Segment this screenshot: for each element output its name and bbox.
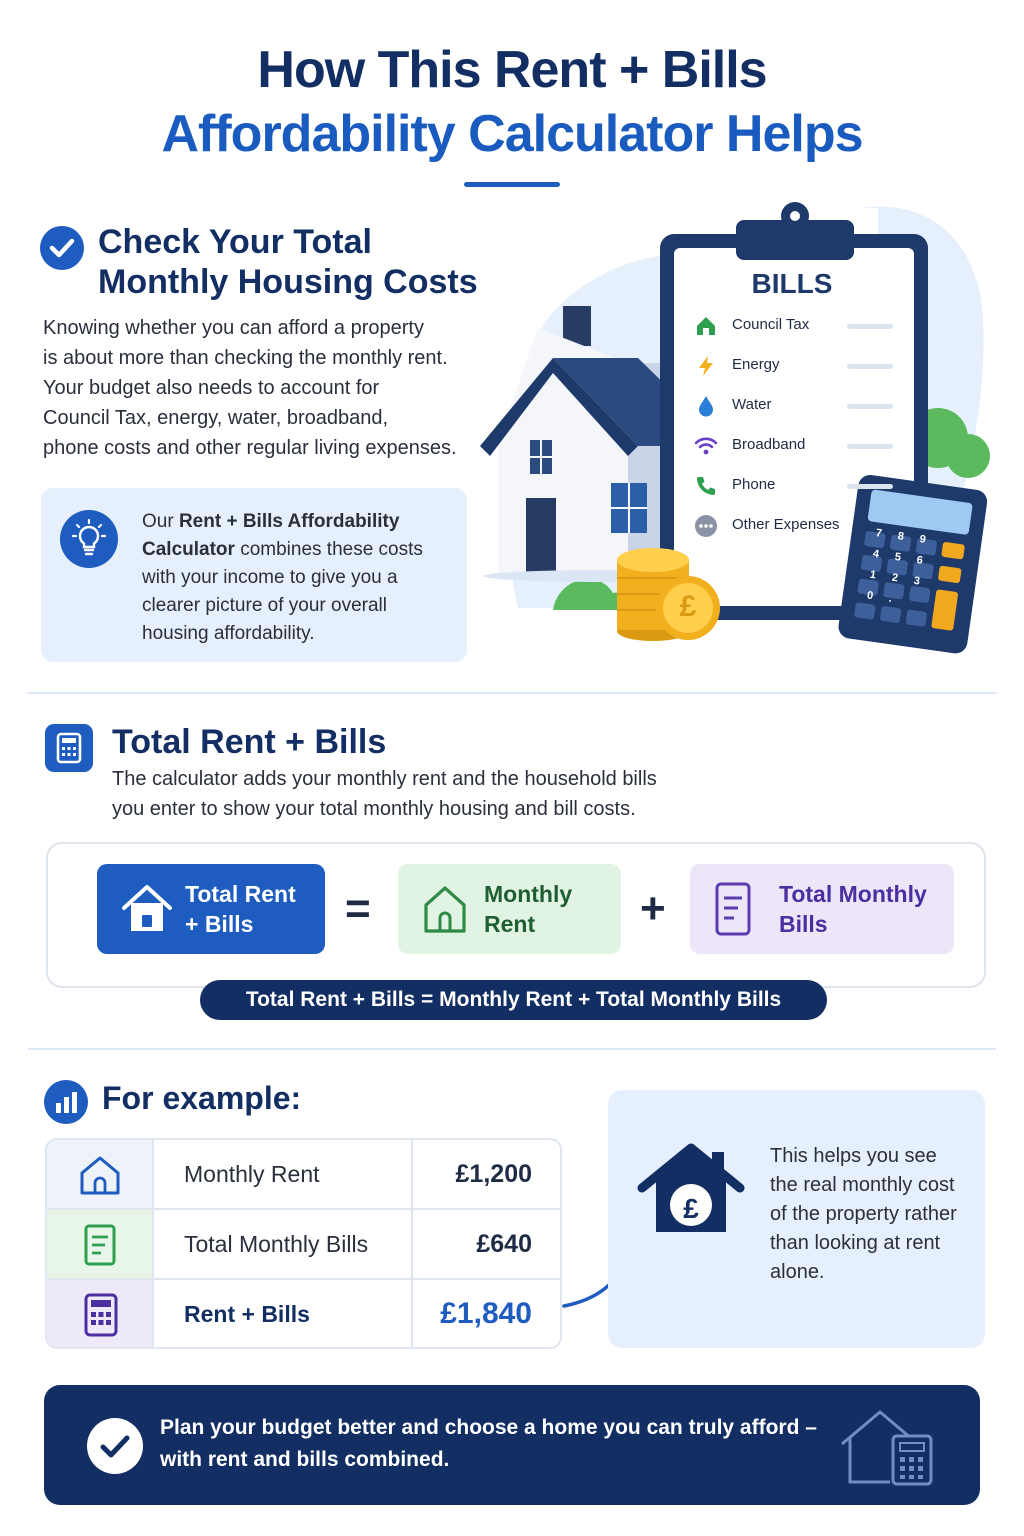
section3-heading: For example: — [102, 1080, 302, 1116]
calculator-icon — [83, 1292, 119, 1338]
lightbulb-icon — [60, 510, 118, 568]
pound-coin-icon: £ — [679, 590, 697, 623]
house-icon — [119, 882, 175, 936]
pill-line: Bills — [779, 911, 828, 937]
calculator-key: 3 — [912, 574, 921, 588]
wifi-icon — [694, 434, 718, 458]
total-monthly-bills-pill — [690, 864, 954, 954]
monthly-rent-pill — [398, 864, 621, 954]
tip-suffix: combines these costs with your income to give you a clearer picture of your overall housing affordability. — [142, 539, 423, 644]
footer-message-line: with rent and bills combined. — [160, 1448, 450, 1471]
calculator-key: 8 — [896, 530, 905, 543]
calculator-key: 6 — [915, 554, 924, 567]
footer-message-line: Plan your budget better and choose a home you can truly afford – — [160, 1416, 817, 1439]
bill-item-other-expenses — [692, 510, 902, 550]
pill-line: Total Monthly — [779, 881, 927, 907]
total-monthly-bills-label — [779, 879, 927, 939]
house-pound-icon — [636, 1140, 746, 1240]
section-divider — [28, 1048, 996, 1050]
section2-body-line: The calculator adds your monthly rent and the household bills — [112, 768, 657, 790]
row-value: £1,840 — [411, 1280, 562, 1348]
pill-line: Total Rent — [185, 881, 296, 907]
footer-message — [160, 1412, 840, 1476]
bill-line — [847, 324, 893, 329]
row-icon-cell — [47, 1280, 154, 1348]
table-row — [47, 1280, 562, 1349]
row-value: £1,200 — [411, 1140, 562, 1208]
page-title-line1: How This Rent + Bills — [257, 41, 767, 99]
calculator-key: 5 — [893, 550, 902, 564]
document-icon — [714, 881, 752, 937]
calculator-key: 0 — [866, 589, 874, 603]
clipboard-title: BILLS — [751, 268, 833, 299]
calculator-icon — [45, 724, 93, 772]
pill-line: Rent — [484, 911, 536, 937]
section1-body — [43, 313, 503, 463]
page-title-line2: Affordability Calculator Helps — [161, 105, 863, 163]
calculator-key: 1 — [869, 568, 877, 582]
phone-icon — [694, 474, 718, 498]
bill-line — [847, 404, 893, 409]
section2-heading: Total Rent + Bills — [112, 723, 387, 761]
bill-label: Water — [732, 396, 772, 413]
calculator-key: 7 — [874, 527, 883, 540]
pound-sign: £ — [683, 1193, 699, 1224]
tip-bold: Rent + Bills Affordability Calculator — [142, 511, 400, 560]
calculator-keys — [866, 527, 966, 614]
bills-list — [692, 310, 902, 550]
checkmark-icon — [87, 1418, 143, 1474]
row-value: £640 — [411, 1210, 562, 1278]
tip-prefix: Our — [142, 511, 179, 532]
section2-body — [112, 764, 812, 824]
pill-line: Monthly — [484, 881, 573, 907]
bill-label: Council Tax — [732, 316, 810, 333]
table-row — [47, 1140, 562, 1210]
house-calculator-icon — [838, 1408, 938, 1486]
row-icon-cell — [47, 1210, 154, 1278]
bill-label: Other Expenses — [732, 516, 840, 533]
row-label: Rent + Bills — [184, 1301, 310, 1327]
section1-heading-line1: Check Your Total — [98, 223, 372, 261]
bill-item-phone — [692, 470, 902, 510]
lightning-icon — [694, 354, 718, 378]
water-drop-icon — [694, 394, 718, 418]
section-divider — [28, 692, 996, 694]
bill-line — [847, 484, 893, 489]
checkmark-icon — [40, 226, 84, 270]
bill-item-energy — [692, 350, 902, 390]
row-label: Monthly Rent — [184, 1161, 320, 1187]
bill-line — [847, 444, 893, 449]
house-icon — [694, 314, 718, 338]
section2-body-line: you enter to show your total monthly housing and bill costs. — [112, 798, 636, 820]
bill-item-water — [692, 390, 902, 430]
plus-sign: + — [640, 884, 666, 933]
house-outline-icon — [423, 884, 467, 934]
equals-sign: = — [345, 884, 371, 933]
house-icon — [79, 1154, 121, 1196]
row-label: Total Monthly Bills — [184, 1231, 369, 1257]
title-underline — [464, 182, 560, 187]
bill-label: Phone — [732, 476, 776, 493]
document-icon — [83, 1223, 117, 1267]
explanation-text: This helps you see the real monthly cost of the property rather than looking at rent alone. — [770, 1145, 957, 1283]
monthly-rent-label — [484, 879, 572, 939]
bill-label: Energy — [732, 356, 780, 373]
total-rent-bills-label — [185, 879, 296, 939]
bill-label: Broadband — [732, 436, 806, 453]
example-table — [45, 1138, 562, 1349]
row-icon-cell — [47, 1140, 154, 1208]
formula-summary-bar: Total Rent + Bills = Monthly Rent + Total Monthly Bills — [200, 980, 827, 1020]
calculator-key: . — [888, 592, 893, 605]
bill-line — [847, 364, 893, 369]
bill-item-council-tax — [692, 310, 902, 350]
total-rent-bills-pill — [97, 864, 325, 954]
calculator-tip-text — [142, 508, 457, 648]
calculator-key: 4 — [872, 547, 880, 561]
bill-item-broadband — [692, 430, 902, 470]
section1-heading-line2: Monthly Housing Costs — [98, 263, 478, 301]
table-row — [47, 1210, 562, 1280]
section1-body-line: Knowing whether you can afford a property — [43, 317, 424, 339]
section1-body-line: Your budget also needs to account for — [43, 377, 380, 399]
bar-chart-icon — [44, 1080, 88, 1124]
pill-line: + Bills — [185, 911, 254, 937]
more-icon — [694, 514, 718, 538]
section1-body-line: phone costs and other regular living expenses. — [43, 437, 457, 459]
section1-body-line: is about more than checking the monthly rent. — [43, 347, 448, 369]
calculator-key: 2 — [891, 571, 899, 585]
section1-body-line: Council Tax, energy, water, broadband, — [43, 407, 389, 429]
calculator-key: 9 — [918, 533, 927, 546]
